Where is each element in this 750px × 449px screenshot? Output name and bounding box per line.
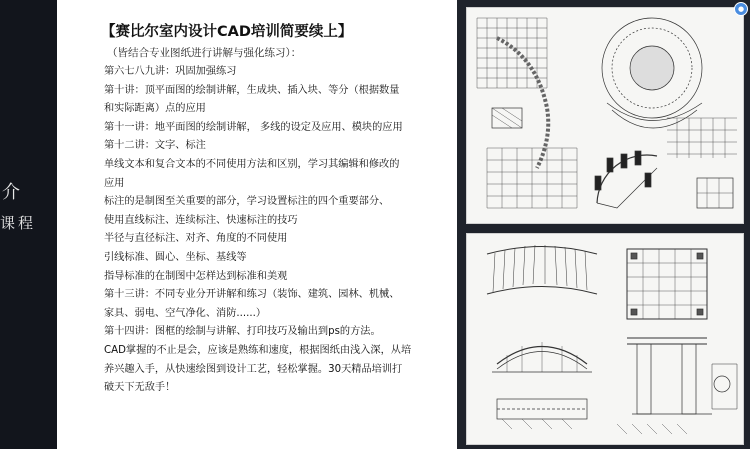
outline-line: 第十三讲：不同专业分开讲解和练习（装饰、建筑、园林、机械、 <box>104 289 400 301</box>
outline-line: CAD掌握的不止是会，应该是熟练和速度，根据图纸由浅入深，从培 <box>104 344 412 356</box>
outline-line: 半径与直径标注、对齐、角度的不同使用 <box>104 233 288 245</box>
outline-line: 引线标准、圆心、坐标、基线等 <box>104 251 247 263</box>
outline-line: 第六七八九讲：巩固加强练习 <box>104 66 237 77</box>
left-sidebar <box>0 0 57 449</box>
outline-line: 第十一讲：地平面图的绘制讲解， 多线的设定及应用、模块的应用 <box>104 121 403 133</box>
outline-line: 养兴趣入手，从快速绘图到设计工艺，轻松掌握。30天精品培训打 <box>104 363 403 375</box>
garden-plan-svg <box>467 8 743 223</box>
outline-line: 家具、弱电、空气净化、消防......） <box>104 307 267 319</box>
outline-line: 应用 <box>104 177 125 189</box>
outline-line: 第十二讲：文字、标注 <box>104 140 206 152</box>
outline-line: 使用直线标注、连续标注、快速标注的技巧 <box>104 214 298 226</box>
slide-text-panel <box>57 0 457 449</box>
outline-line: 破天下无敌手！ <box>104 382 176 394</box>
sidebar-subtitle-fragment: 课程 <box>0 214 37 232</box>
outline-line: 指导标准的在制图中怎样达到标准和美观 <box>104 270 288 282</box>
slide-subtitle: （皆结合专业图纸进行讲解与强化练习）： <box>107 47 302 59</box>
cad-drawing-bridge-detail <box>466 233 744 445</box>
outline-line: 第十四讲：图框的绘制与讲解、打印技巧及输出到ps的方法。 <box>104 326 381 338</box>
course-outline <box>104 63 424 398</box>
outline-line: 第十讲：顶平面图的绘制讲解，生成块、插入块、等分（根据数量 <box>104 84 400 96</box>
sidebar-title-fragment: 介 <box>2 182 21 203</box>
outline-line: 标注的是制图至关重要的部分，学习设置标注的四个重要部分、 <box>104 196 390 208</box>
bridge-detail-svg <box>467 234 743 444</box>
corner-badge-icon: ● <box>734 2 748 16</box>
cad-drawing-garden-plan <box>466 7 744 224</box>
outline-line: 和实际距离）点的应用 <box>104 103 206 115</box>
outline-line: 单线文本和复合文本的不同使用方法和区别，学习其编辑和修改的 <box>104 158 400 170</box>
slide-title: 【赛比尔室内设计CAD培训简要续上】 <box>101 24 353 40</box>
